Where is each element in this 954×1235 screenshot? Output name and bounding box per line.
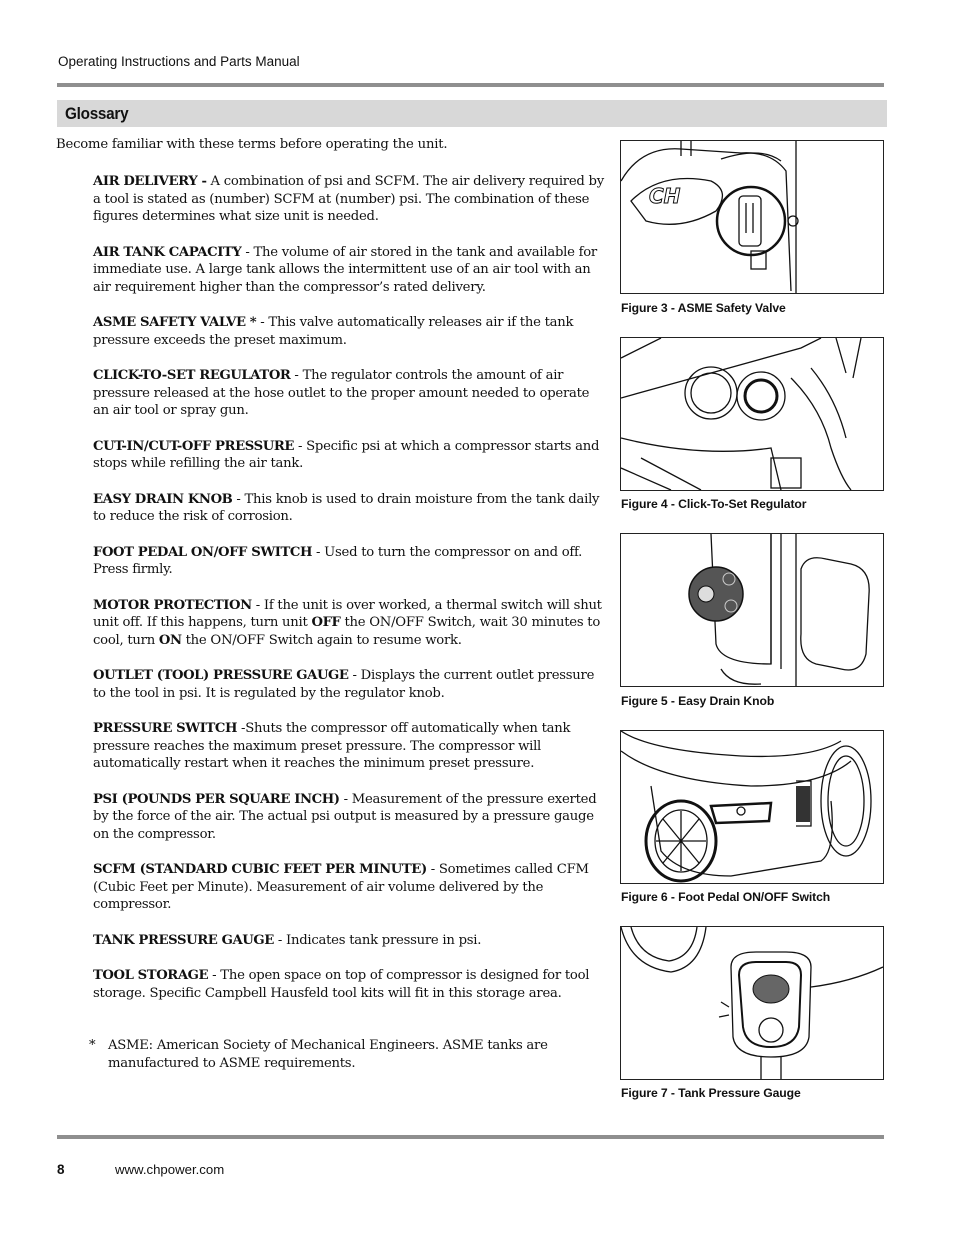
definition: - Indicates tank pressure in psi.	[273, 932, 482, 948]
footer-rule	[57, 1135, 884, 1139]
glossary-item-foot-pedal-switch	[93, 544, 605, 579]
glossary-item-motor-protection	[93, 597, 605, 650]
definition: - Used to turn the compressor on and off. Press firmly.	[93, 544, 583, 577]
definition: - Displays the current outlet pressure to the tool in psi. It is regulated by the regulator knob.	[93, 668, 595, 701]
figure-foot-pedal-switch	[620, 730, 884, 884]
definition: - The open space on top of compressor is designed for tool storage. Specific Campbell Hausfeld tool kits will fit in this storage area.	[93, 968, 590, 1001]
term: OUTLET (TOOL) PRESSURE GAUGE	[93, 668, 349, 683]
footnote-marker: *	[89, 1038, 96, 1053]
figure-easy-drain-knob	[620, 533, 884, 687]
definition: - The regulator controls the amount of air pressure released at the hose outlet to the proper amount needed to operate an air tool or spray gun.	[93, 368, 590, 418]
term: PSI (POUNDS PER SQUARE INCH)	[93, 791, 340, 807]
term: SCFM (STANDARD CUBIC FEET PER MINUTE)	[93, 862, 427, 877]
footnote	[89, 1037, 609, 1072]
illustration-tank-gauge	[621, 927, 883, 1079]
figure-caption: Figure 6 - Foot Pedal ON/OFF Switch	[621, 890, 831, 904]
illustration-drain-knob	[621, 534, 883, 686]
term: ASME SAFETY VALVE *	[93, 315, 257, 330]
glossary-item-air-delivery	[93, 173, 605, 226]
illustration-foot-pedal	[621, 731, 883, 883]
footnote-text: ASME: American Society of Mechanical Engineers. ASME tanks are manufactured to ASME requirements.	[108, 1038, 548, 1071]
glossary-item-tool-storage	[93, 967, 605, 1002]
definition: - This knob is used to drain moisture from the tank daily to reduce the risk of corrosion.	[93, 491, 600, 524]
definition: the ON/OFF Switch again to resume work.	[181, 632, 462, 648]
term: AIR TANK CAPACITY	[93, 244, 242, 260]
term: PRESSURE SWITCH	[93, 721, 238, 736]
term: CLICK-TO-SET REGULATOR	[93, 368, 291, 383]
glossary-item-pressure-switch	[93, 720, 605, 773]
term: AIR DELIVERY -	[93, 174, 207, 189]
figure-caption: Figure 7 - Tank Pressure Gauge	[621, 1086, 801, 1100]
illustration-asme-safety-valve	[621, 141, 883, 293]
figure-caption: Figure 4 - Click-To-Set Regulator	[621, 497, 807, 511]
glossary-list	[93, 173, 605, 1020]
section-title: Glossary	[65, 104, 129, 123]
definition: the ON/OFF Switch, wait 30 minutes to cool, turn	[93, 615, 601, 648]
definition-emphasis-off: OFF	[311, 615, 341, 630]
definition: - If the unit is over worked, a thermal switch will shut unit off. If this happens, turn unit	[93, 597, 602, 630]
definition: - This valve automatically releases air if the tank pressure exceeds the preset maximum.	[93, 315, 574, 348]
page-number: 8	[57, 1162, 65, 1177]
figure-caption: Figure 5 - Easy Drain Knob	[621, 694, 775, 708]
figure-asme-safety-valve	[620, 140, 884, 294]
term: TOOL STORAGE	[93, 968, 209, 983]
brand-logo-mark: CH	[649, 184, 681, 208]
intro-text: Become familiar with these terms before operating the unit.	[56, 137, 448, 152]
definition: - Sometimes called CFM (Cubic Feet per Minute). Measurement of air volume delivered by the compressor.	[93, 862, 589, 912]
glossary-item-psi	[93, 791, 605, 844]
glossary-item-tank-pressure-gauge	[93, 932, 605, 950]
illustration-regulator	[621, 338, 883, 490]
glossary-item-easy-drain-knob	[93, 491, 605, 526]
definition: - Measurement of the pressure exerted by the force of the air. The actual psi output is measured by a pressure gauge on the compressor.	[93, 791, 597, 842]
glossary-item-air-tank-capacity	[93, 244, 605, 297]
definition-emphasis-on: ON	[158, 632, 182, 648]
footer-url: www.chpower.com	[115, 1162, 225, 1177]
glossary-item-cut-in-cut-off-pressure	[93, 438, 605, 473]
term: MOTOR PROTECTION	[93, 597, 252, 613]
figure-click-to-set-regulator	[620, 337, 884, 491]
glossary-item-asme-safety-valve	[93, 314, 605, 349]
glossary-item-scfm	[93, 861, 605, 914]
header-rule	[57, 83, 884, 87]
header-title: Operating Instructions and Parts Manual	[58, 54, 300, 69]
glossary-item-outlet-pressure-gauge	[93, 667, 605, 702]
term: CUT-IN/CUT-OFF PRESSURE	[93, 438, 295, 454]
term: TANK PRESSURE GAUGE	[93, 932, 274, 948]
section-bar	[57, 100, 887, 127]
figure-caption: Figure 3 - ASME Safety Valve	[621, 301, 786, 315]
definition: - Specific psi at which a compressor starts and stops while refilling the air tank.	[93, 438, 600, 471]
definition: A combination of psi and SCFM. The air delivery required by a tool is stated as (number) SCFM at (number) psi. The combination of these figures determines what size unit is needed.	[93, 174, 604, 224]
term: FOOT PEDAL ON/OFF SWITCH	[93, 544, 313, 560]
glossary-item-click-to-set-regulator	[93, 367, 605, 420]
figure-tank-pressure-gauge	[620, 926, 884, 1080]
definition: -Shuts the compressor off automatically when tank pressure reaches the maximum preset pressure. The compressor will automatically restart when it reaches the minimum preset pressure.	[93, 721, 571, 771]
term: EASY DRAIN KNOB	[93, 491, 233, 507]
definition: - The volume of air stored in the tank and available for immediate use. A large tank allows the intermittent use of an air tool with an air requirement higher than the compressor’s rated delivery.	[93, 244, 597, 295]
